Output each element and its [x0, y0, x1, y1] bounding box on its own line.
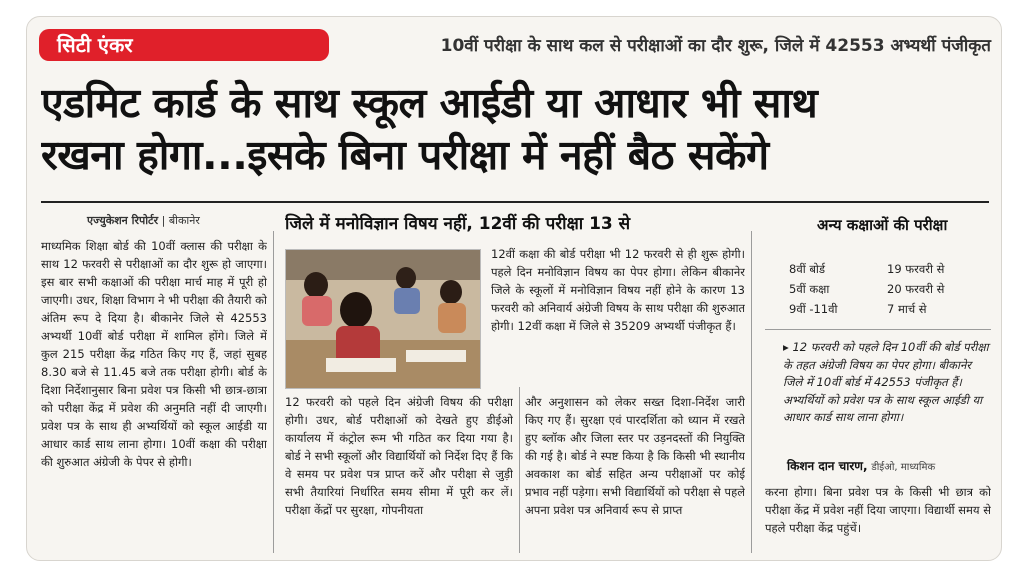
- subheading: जिले में मनोविज्ञान विषय नहीं, 12वीं की परीक्षा 13 से: [285, 214, 631, 234]
- quote-name: किशन दान चारण,: [787, 459, 868, 473]
- quote-box-text: [783, 339, 993, 427]
- headline-rule: [41, 201, 989, 203]
- section-badge: सिटी एंकर: [39, 29, 329, 61]
- article-column-2-top-text: 12वीं कक्षा की बोर्ड परीक्षा भी 12 फरवरी से ही शुरू होगी। पहले दिन मनोविज्ञान विषय का पेपर होगा। लेकिन बीकानेर जिले के स्कूलों में मनोविज्ञान विषय नहीं होने के कारण 13 फरवरी को अनिवार्य अंग्रेजी विषय के साथ परीक्षा की शुरुआत होगी। 12वीं कक्षा में जिले से 35209 अभ्यर्थी पंजीकृत हैं।: [491, 247, 745, 333]
- students-writing-exam-image: [286, 250, 481, 389]
- schedule-row: [789, 299, 989, 319]
- byline: [87, 213, 200, 228]
- side-heading: अन्य कक्षाओं की परीक्षा: [817, 216, 948, 234]
- schedule-date: 7 मार्च से: [887, 302, 927, 316]
- article-column-3-bottom-text: करना होगा। बिना प्रवेश पत्र के किसी भी छात्र को परीक्षा केंद्र में प्रवेश नहीं दिया जाएगा। विद्यार्थी समय से पहले परीक्षा केंद्र पहुंचें।: [765, 485, 991, 535]
- schedule-date: 19 फरवरी से: [887, 262, 945, 276]
- article-column-2-right: [525, 393, 745, 553]
- byline-reporter: एज्युकेशन रिपोर्टर: [87, 214, 159, 227]
- article-column-2-right-text: और अनुशासन को लेकर सख्त दिशा-निर्देश जारी किए गए हैं। सुरक्षा एवं पारदर्शिता को ध्यान में रखते हुए ब्लॉक और जिला स्तर पर उड़नदस्तों की नियुक्ति की गई है। बोर्ड ने स्पष्ट किया है कि किसी भी स्थानीय अवकाश का बोर्ड सहित अन्य परीक्षाओं पर कोई प्रभाव नहीं पड़ेगा। सभी विद्यार्थियों को परीक्षा से पहले अपना प्रवेश पत्र अनिवार्य रूप से प्राप्त: [525, 395, 745, 517]
- column-divider-1: [273, 231, 274, 553]
- exam-schedule: [789, 259, 989, 319]
- news-clipping: [26, 16, 1002, 561]
- schedule-class: 5वीं कक्षा: [789, 282, 830, 296]
- quote-attribution: [787, 457, 997, 474]
- article-column-2-left-text: 12 फरवरी को पहले दिन अंग्रेजी विषय की परीक्षा होगी। उधर, बोर्ड परीक्षाओं को देखते हुए डीईओ कार्यालय में कंट्रोल रूम भी गठित कर दिया गया है। बोर्ड ने सभी स्कूलों और विद्यार्थियों को निर्देश दिए हैं कि वे समय पर प्रवेश पत्र प्राप्त करें और परीक्षा से जुड़ी सभी तैयारियां निर्धारित समय सीमा में पूरी कर लें। परीक्षा केंद्रों पर सुरक्षा, गोपनीयता: [285, 395, 513, 517]
- article-column-3-bottom: [765, 483, 991, 553]
- quote-title: डीईओ, माध्यमिक: [871, 462, 936, 473]
- bullet-icon: ▸: [783, 340, 793, 354]
- quote-text: 12 फरवरी को पहले दिन 10वीं की बोर्ड परीक्षा के तहत अंग्रेजी विषय का पेपर होगा। बीकानेर जिले में 10वीं बोर्ड में 42553 पंजीकृत हैं। अभ्यर्थियों को प्रवेश पत्र के साथ स्कूल आईडी या आधार कार्ड साथ लाना होगा।: [783, 340, 989, 424]
- article-column-2-left: [285, 393, 513, 553]
- schedule-date: 20 फरवरी से: [887, 282, 945, 296]
- schedule-row: [789, 279, 989, 299]
- headline-line-2: रखना होगा...इसके बिना परीक्षा में नहीं बैठ सकेंगे: [41, 131, 769, 179]
- quote-divider: [765, 329, 991, 330]
- kicker-line: 10वीं परीक्षा के साथ कल से परीक्षाओं का दौर शुरू, जिले में 42553 अभ्यर्थी पंजीकृत: [440, 36, 991, 56]
- headline: [41, 77, 991, 181]
- schedule-row: [789, 259, 989, 279]
- column-divider-2: [519, 387, 520, 553]
- column-divider-3: [751, 231, 752, 553]
- schedule-class: 9वीं -11वी: [789, 302, 838, 316]
- schedule-class: 8वीं बोर्ड: [789, 262, 826, 276]
- byline-separator: |: [161, 214, 169, 227]
- article-column-1: [41, 237, 267, 553]
- article-column-1-text: माध्यमिक शिक्षा बोर्ड की 10वीं क्लास की परीक्षा के साथ 12 फरवरी से परीक्षाओं का दौर शुरू हो जाएगा। इस बार सभी कक्षाओं की परीक्षा मार्च माह में पूरी हो जाएगी। उधर, शिक्षा विभाग ने भी परीक्षा की तैयारी को अंतिम रूप दे दिया है। बीकानेर जिले से 42553 अभ्यर्थी 10वीं बोर्ड परीक्षा में शामिल होंगे। जिले में कुल 215 परीक्षा केंद्र गठित किए गए हैं, जहां सुबह 8.30 बजे से 11.45 बजे तक परीक्षा होगी। बोर्ड के दिशा निर्देशानुसार बिना प्रवेश पत्र किसी भी छात्र-छात्रा को परीक्षा केंद्र में प्रवेश की अनुमति नहीं दी जाएगी। प्रवेश पत्र के साथ ही अभ्यर्थियों को स्कूल आईडी या आधार कार्ड साथ लाना होगा। 10वीं कक्षा की परीक्षा की शुरुआत अंग्रेजी के पेपर से होगी।: [41, 239, 267, 469]
- exam-hall-photo: [285, 249, 481, 389]
- headline-line-1: एडमिट कार्ड के साथ स्कूल आईडी या आधार भी साथ: [41, 79, 818, 127]
- byline-city: बीकानेर: [168, 214, 200, 227]
- article-column-2-top: [491, 245, 745, 385]
